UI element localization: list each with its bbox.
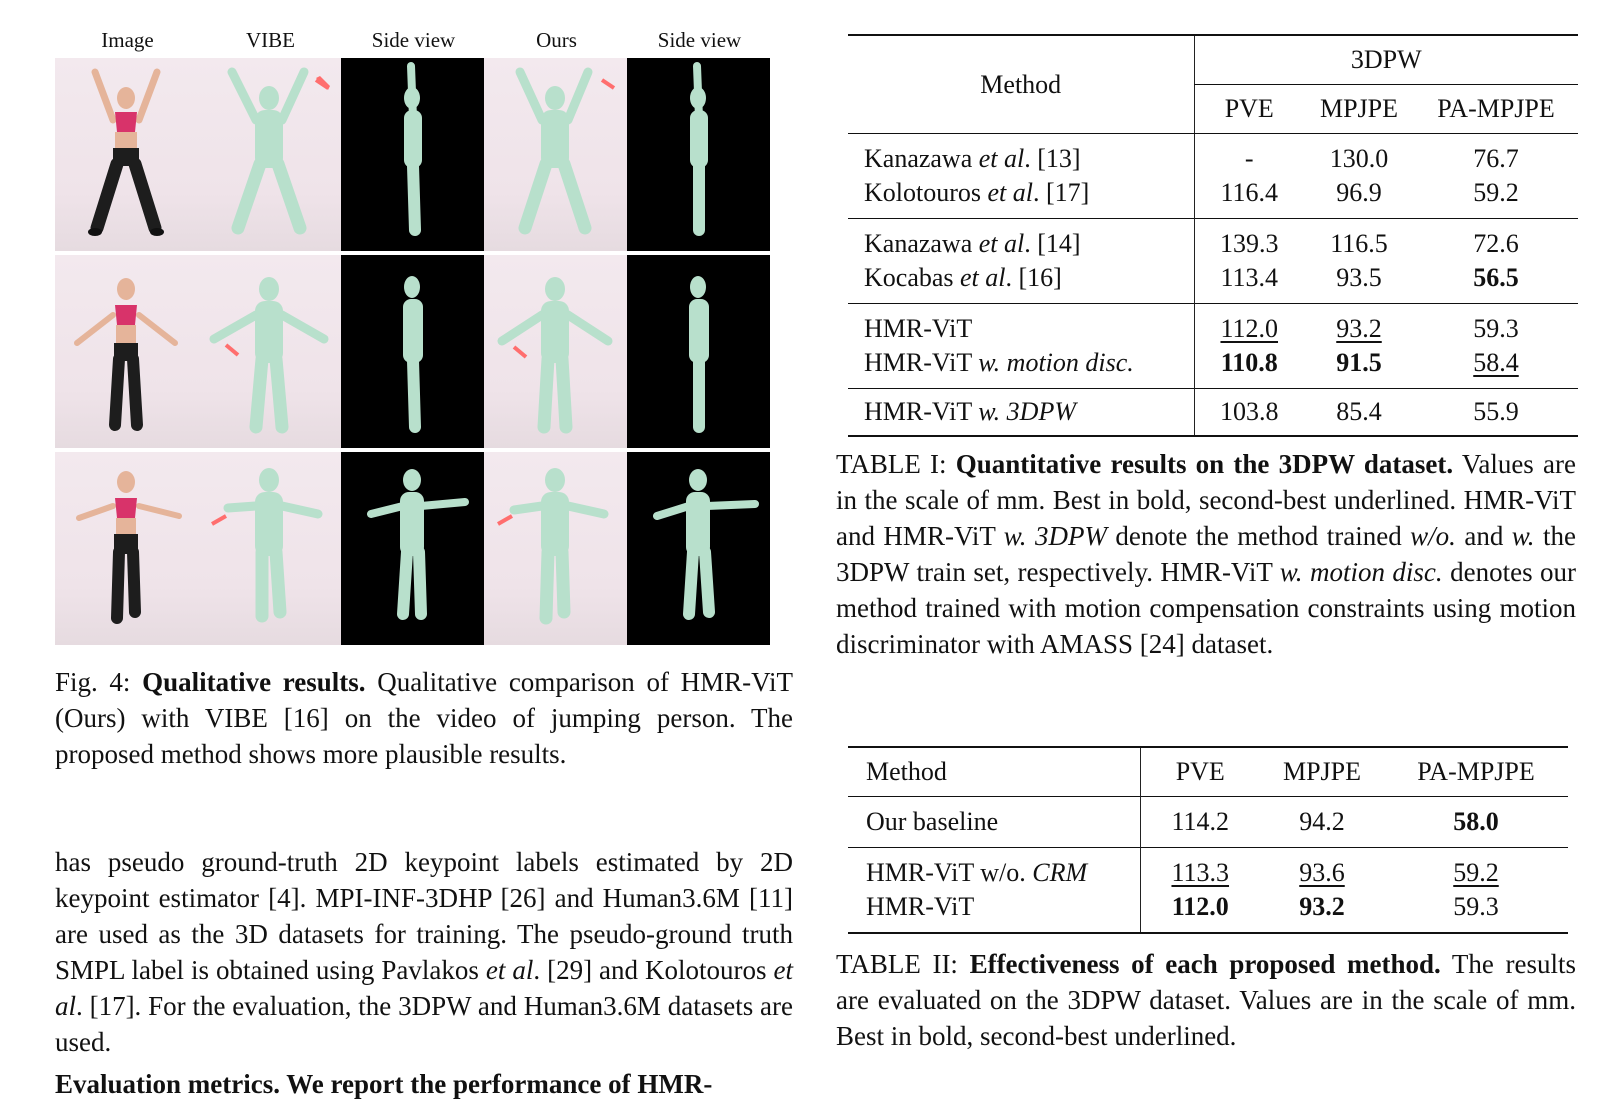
cell-mpjpe: 96.9: [1336, 178, 1382, 207]
body-text-2: . [29] and Kolotouros: [533, 955, 774, 985]
photo-row3: [55, 452, 198, 645]
row-etal: et al: [987, 178, 1033, 207]
row-name: HMR-ViT: [866, 892, 975, 921]
body-etal-2: et al: [55, 955, 793, 1021]
table-1-col-pa-mpjpe: PA-MPJPE: [1437, 94, 1555, 123]
cell-pa-mpjpe: 56.5: [1473, 263, 1519, 292]
caption-text: denotes our method trained with motion compensation constraints using motion discriminator with AMASS [24] dataset.: [836, 557, 1577, 659]
cell-pve: 110.8: [1194, 346, 1304, 389]
truncated-line: [55, 1066, 793, 1099]
photo-row2: [55, 255, 198, 448]
table-2-col-mpjpe: MPJPE: [1282, 757, 1362, 786]
cell-mpjpe: 85.4: [1336, 397, 1382, 426]
body-text-1: has pseudo ground-truth 2D keypoint labels estimated by 2D keypoint estimator [4]. MPI-INF-3DHP [26] and Human3.6M [11] are used as the 3D datasets for training. The pseudo-ground truth SMPL label is obtained using Pavlakos: [55, 847, 793, 985]
caption-italic: w.: [1511, 521, 1535, 551]
col-header-image: Image: [101, 28, 154, 52]
cell-mpjpe: 93.2: [1336, 314, 1382, 343]
table-2-method-header: Method: [866, 757, 947, 786]
cell-mpjpe: 93.5: [1336, 263, 1382, 292]
table-2: [848, 746, 1568, 934]
caption-italic: w/o.: [1410, 521, 1456, 551]
figure-caption-label: Fig. 4:: [55, 667, 131, 697]
row-suffix: w. motion disc.: [978, 348, 1134, 377]
cell-pa-mpjpe: 72.6: [1473, 229, 1519, 258]
vibe-side-view-row3: [341, 452, 484, 645]
body-text-3: . [17]. For the evaluation, the 3DPW and Human3.6M datasets are used.: [55, 991, 793, 1057]
row-name: Kanazawa: [864, 144, 979, 173]
ours-mesh-row3: [484, 452, 627, 645]
figure-caption-bold: Qualitative results.: [142, 667, 366, 697]
vibe-mesh-row2: [198, 255, 341, 448]
row-name: Kocabas: [864, 263, 961, 292]
row-ref: . [14]: [1024, 229, 1081, 258]
row-suffix: w. 3DPW: [978, 397, 1076, 426]
table-row: [848, 346, 1578, 389]
caption-text: the 3DPW train set, respectively. HMR-ViT: [836, 521, 1576, 587]
ours-side-view-row1: [627, 58, 770, 251]
row-name: HMR-ViT w/o.: [866, 858, 1033, 887]
table-row: [848, 176, 1578, 219]
ours-side-view-row2: [627, 255, 770, 448]
photo-row1: [55, 58, 198, 251]
cell-mpjpe: 91.5: [1336, 348, 1382, 377]
ours-mesh-row2: [484, 255, 627, 448]
row-etal: et al: [978, 144, 1025, 173]
table-2-caption-text: The results are evaluated on the 3DPW dataset. Values are in the scale of mm. Best in bold, second-best underlined.: [836, 949, 1576, 1051]
col-header-ours: Ours: [536, 28, 577, 52]
cell-mpjpe: 93.2: [1299, 892, 1345, 921]
cell-pa-mpjpe: 59.2: [1453, 858, 1499, 887]
table-1-grid: [848, 34, 1578, 437]
cell-pve: 116.4: [1194, 176, 1304, 219]
cell-pa-mpjpe: 59.3: [1473, 314, 1519, 343]
caption-text: denote the method trained: [1106, 521, 1411, 551]
table-2-caption-bold: Effectiveness of each proposed method.: [969, 949, 1441, 979]
cell-pa-mpjpe: 59.2: [1473, 178, 1519, 207]
cell-pa-mpjpe: 55.9: [1473, 397, 1519, 426]
table-2-caption-label: TABLE II:: [836, 949, 970, 979]
col-header-side-2: Side view: [657, 28, 742, 52]
table-2-col-pa-mpjpe: PA-MPJPE: [1417, 757, 1535, 786]
caption-italic: w. 3DPW: [1003, 521, 1107, 551]
caption-italic: w. motion disc.: [1279, 557, 1443, 587]
qualitative-figure: [55, 28, 793, 650]
row-ref: . [13]: [1024, 144, 1081, 173]
cell-mpjpe: 93.6: [1299, 858, 1345, 887]
cell-pve: 112.0: [1194, 304, 1304, 347]
row-name: Kolotouros: [864, 178, 988, 207]
cell-pa-mpjpe: 58.0: [1453, 807, 1499, 836]
row-etal: et al: [978, 229, 1025, 258]
row-ref: . [16]: [1005, 263, 1062, 292]
table-1: [848, 34, 1578, 437]
table-1-group-header: 3DPW: [1194, 35, 1578, 85]
table-1-method-header: Method: [848, 35, 1194, 134]
table-2-caption: [836, 946, 1576, 1054]
vibe-side-view-row1: [341, 58, 484, 251]
row-name: HMR-ViT: [864, 348, 979, 377]
row-name: HMR-ViT: [864, 314, 973, 343]
cell-pa-mpjpe: 58.4: [1473, 348, 1519, 377]
col-header-vibe: VIBE: [246, 28, 295, 52]
vibe-mesh-row3: [198, 452, 341, 645]
cell-mpjpe: 94.2: [1299, 807, 1345, 836]
table-row: [848, 797, 1568, 848]
table-row: [848, 848, 1568, 891]
table-1-col-mpjpe: MPJPE: [1319, 94, 1399, 123]
row-name: HMR-ViT: [864, 397, 979, 426]
vibe-mesh-row1: [198, 58, 341, 251]
table-2-grid: [848, 746, 1568, 934]
ours-mesh-row1: [484, 58, 627, 251]
cell-pve: 113.4: [1194, 261, 1304, 304]
cell-pa-mpjpe: 76.7: [1473, 144, 1519, 173]
cell-pve: 114.2: [1140, 797, 1260, 848]
table-1-caption: [836, 446, 1576, 662]
truncated-line-text: Evaluation metrics. We report the performance of HMR-: [55, 1069, 713, 1099]
body-etal-1: et al: [485, 955, 534, 985]
body-paragraph: [55, 844, 793, 1060]
row-etal: et al: [960, 263, 1006, 292]
table-1-caption-bold: Quantitative results on the 3DPW dataset.: [955, 449, 1454, 479]
table-row: [848, 134, 1578, 177]
table-2-col-pve: PVE: [1140, 747, 1260, 797]
col-header-side-1: Side view: [371, 28, 456, 52]
cell-pve: -: [1194, 134, 1304, 177]
table-row: [848, 890, 1568, 933]
table-row: [848, 389, 1578, 437]
figure-caption-text: Qualitative comparison of HMR-ViT (Ours) with VIBE [16] on the video of jumping person. The proposed method shows more plausible results.: [55, 667, 794, 769]
table-row: [848, 304, 1578, 347]
row-name: Our baseline: [866, 807, 999, 836]
table-1-col-pve: PVE: [1194, 85, 1304, 134]
cell-pa-mpjpe: 59.3: [1453, 892, 1499, 921]
table-row: [848, 219, 1578, 262]
cell-pve: 139.3: [1194, 219, 1304, 262]
figure-caption: [55, 664, 793, 772]
cell-pve: 112.0: [1140, 890, 1260, 933]
table-1-caption-label: TABLE I:: [836, 449, 956, 479]
cell-mpjpe: 116.5: [1330, 229, 1388, 258]
cell-mpjpe: 130.0: [1329, 144, 1389, 173]
caption-text: and: [1455, 521, 1512, 551]
table-row: [848, 261, 1578, 304]
cell-pve: 113.3: [1140, 848, 1260, 891]
caption-text: Values are in the scale of mm. Best in bold, second-best underlined. HMR-ViT and HMR-ViT: [836, 449, 1576, 551]
cell-pve: 103.8: [1194, 389, 1304, 437]
row-name: Kanazawa: [864, 229, 979, 258]
row-ref: . [17]: [1033, 178, 1090, 207]
row-suffix: CRM: [1032, 858, 1088, 887]
vibe-side-view-row2: [341, 255, 484, 448]
ours-side-view-row3: [627, 452, 770, 645]
